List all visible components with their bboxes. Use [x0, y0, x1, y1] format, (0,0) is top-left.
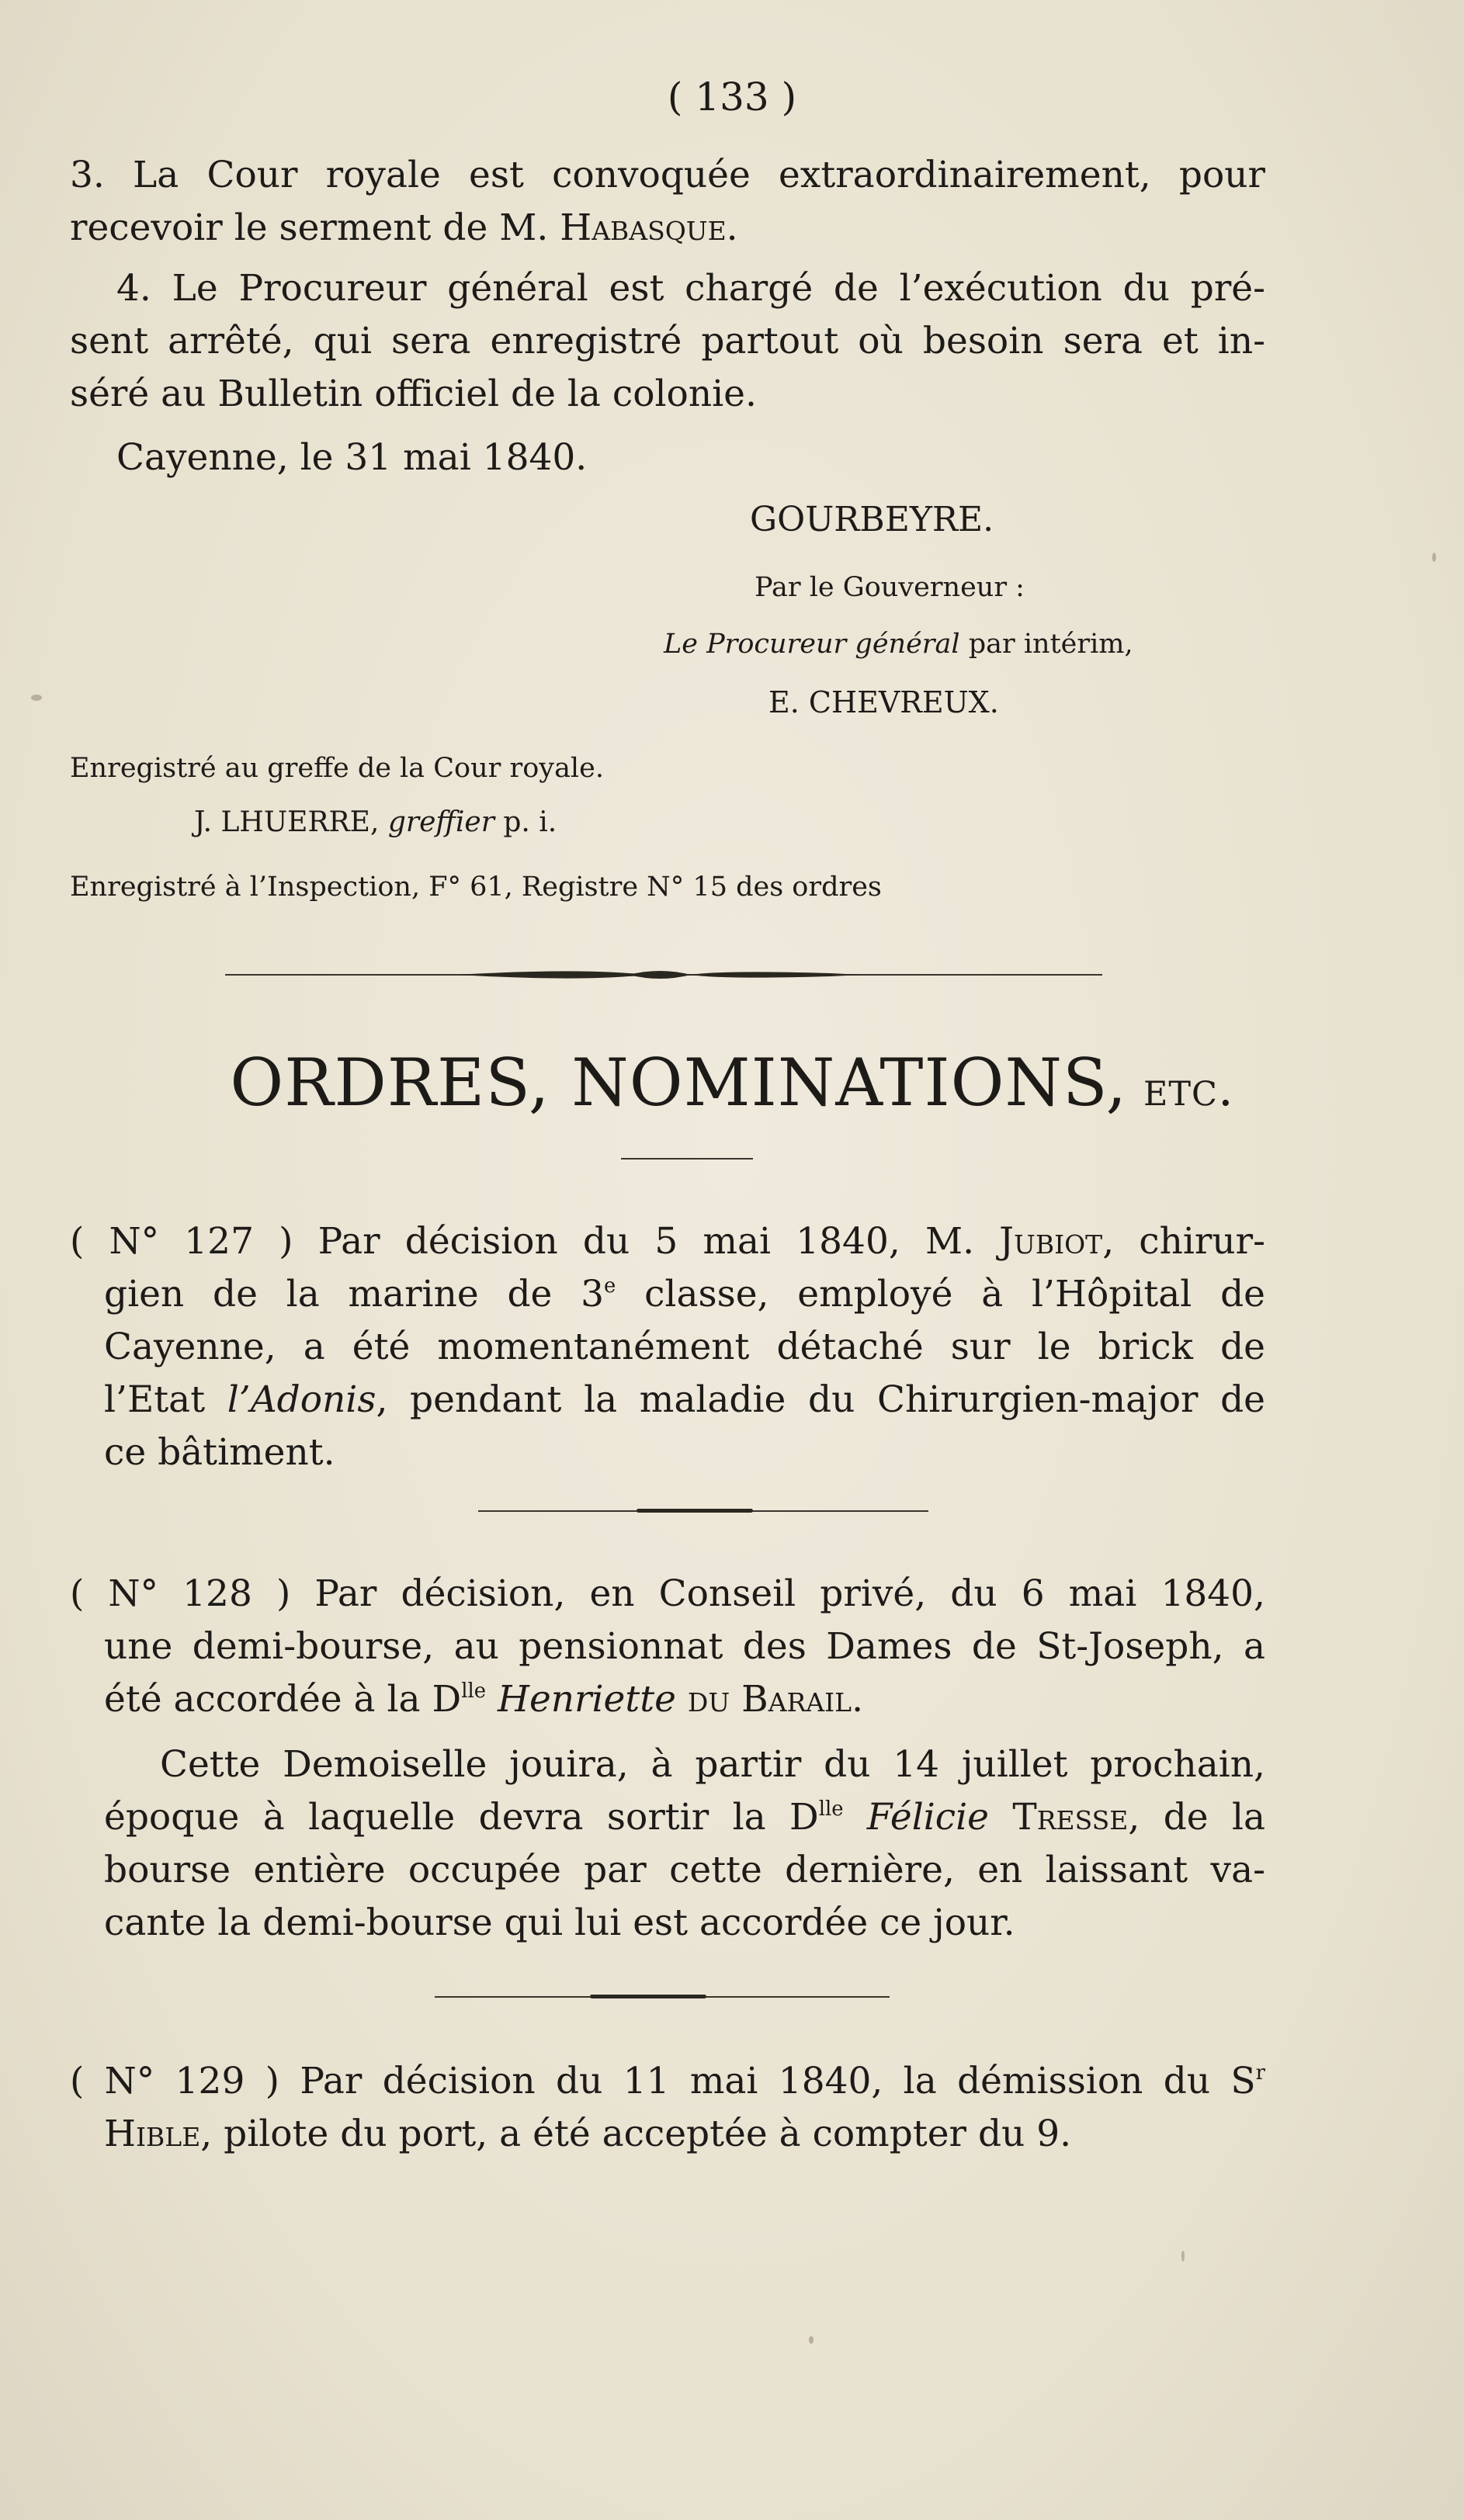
paper-speck: [1432, 553, 1436, 562]
order-127-line-2: [70, 1268, 1265, 1321]
procureur-title: Le Procureur général: [664, 629, 960, 660]
order-129: [70, 2055, 1265, 2161]
par-le-gouverneur: Par le Gouverneur :: [755, 572, 1025, 603]
order-127-name: Jubiot: [999, 1220, 1103, 1263]
order-127: [70, 1215, 1265, 1479]
greffe-registration: Enregistré au greffe de la Cour royale.: [70, 753, 604, 784]
order-129-name: Hible: [104, 2113, 201, 2155]
order-127-line-2-end: classe, employé à l’Hôpital de: [616, 1273, 1265, 1315]
article-4: [70, 262, 1265, 421]
order-128: [70, 1568, 1265, 1726]
order-127-line-4-text: l’Etat: [104, 1378, 227, 1421]
order-129-line-1-text: ( N° 129 ) Par décision du 11 mai 1840, la démission du S: [70, 2060, 1256, 2102]
paper-speck: [1181, 2251, 1185, 2262]
title-underline: [621, 1158, 753, 1159]
order-127-line-1-end: , chirur-: [1102, 1220, 1265, 1263]
greffier-line: [194, 803, 557, 842]
ornamental-divider: [225, 965, 1102, 984]
order-127-line-2-text: gien de la marine de 3: [104, 1273, 605, 1315]
section-title-etc: etc.: [1127, 1060, 1234, 1117]
order-128-p2-line-4: cante la demi-bourse qui lui est accordée ce jour.: [104, 1901, 1015, 1944]
order-127-line-4: [70, 1374, 1265, 1426]
procureur-name: E. CHEVREUX.: [768, 685, 999, 719]
order-127-line-4-end: , pendant la maladie du Chirurgien-major de: [376, 1378, 1265, 1421]
order-129-line-2: [70, 2108, 1265, 2161]
procureur-suffix: par intérim,: [959, 629, 1133, 660]
order-128-p2-line-2: [70, 1791, 1265, 1844]
order-127-line-1: [70, 1215, 1265, 1268]
order-128-p2-line-3: bourse entière occupée par cette dernière, en laissant va-: [104, 1849, 1265, 1891]
procureur-line: [664, 625, 1133, 664]
greffier-name: J. LHUERRE,: [194, 806, 388, 838]
greffier-suffix: p. i.: [494, 806, 557, 838]
divider-128-swell: [590, 1995, 706, 1998]
order-128-p2-surname: Tresse: [988, 1796, 1129, 1839]
order-128-p2-sup: lle: [818, 1797, 844, 1821]
order-129-line-1: [70, 2055, 1265, 2108]
order-128-line-3-text: été accordée à la D: [104, 1678, 462, 1721]
date-place: Cayenne, le 31 mai 1840.: [116, 436, 588, 479]
article-3-line-2-text: recevoir le serment de M.: [70, 206, 560, 249]
order-127-line-1-text: ( N° 127 ) Par décision du 5 mai 1840, M.: [70, 1220, 1000, 1263]
order-128-line-3: [70, 1673, 1265, 1726]
order-127-line-5: ce bâtiment.: [104, 1431, 335, 1474]
order-128-p2-line-2-end: , de la: [1128, 1796, 1266, 1839]
paper-speck: [31, 695, 42, 701]
article-3-name: Habasque.: [560, 206, 738, 249]
article-4-line-2: sent arrêté, qui sera enregistré partout où besoin sera et in-: [70, 320, 1265, 362]
greffier-title: greffier: [387, 806, 494, 838]
order-128-p2-line-2-text: époque à laquelle devra sortir la D: [104, 1796, 819, 1839]
order-127-sup: e: [604, 1274, 616, 1298]
order-128-line-2: une demi-bourse, au pensionnat des Dames de St-Joseph, a: [104, 1625, 1265, 1668]
article-4-line-3: séré au Bulletin officiel de la colonie.: [70, 373, 757, 415]
article-3-line-1: 3. La Cour royale est convoquée extraordinairement, pour: [70, 154, 1265, 196]
page-number: ( 133 ): [667, 75, 797, 120]
order-128-line-1: ( N° 128 ) Par décision, en Conseil privé, du 6 mai 1840,: [70, 1572, 1265, 1615]
inspection-registration: Enregistré à l’Inspection, F° 61, Registre N° 15 des ordres: [70, 872, 882, 903]
order-129-line-2-end: , pilote du port, a été acceptée à compter du 9.: [200, 2113, 1072, 2155]
paper-speck: [809, 2336, 814, 2344]
section-title: [0, 1044, 1464, 1128]
order-129-sup: r: [1255, 2061, 1265, 2085]
order-128-surname: du Barail.: [675, 1678, 864, 1721]
order-127-ship: l’Adonis: [227, 1378, 376, 1421]
article-3-line-2: [70, 202, 1265, 255]
order-128-p2-line-1: Cette Demoiselle jouira, à partir du 14 juillet prochain,: [160, 1743, 1265, 1786]
section-title-main: ORDRES, NOMINATIONS,: [230, 1045, 1128, 1121]
order-127-line-3: Cayenne, a été momentanément détaché sur le brick de: [104, 1326, 1265, 1368]
order-128-p2-first-name: Félicie: [843, 1796, 989, 1839]
order-128-sup: lle: [461, 1679, 487, 1703]
article-4-line-1: 4. Le Procureur général est chargé de l’exécution du pré-: [116, 267, 1265, 310]
order-128-first-name: Henriette: [486, 1678, 676, 1721]
order-128-paragraph-2: [70, 1738, 1265, 1950]
divider-127-swell: [637, 1509, 753, 1513]
article-3: [70, 149, 1265, 255]
governor-signature: GOURBEYRE.: [750, 500, 994, 539]
